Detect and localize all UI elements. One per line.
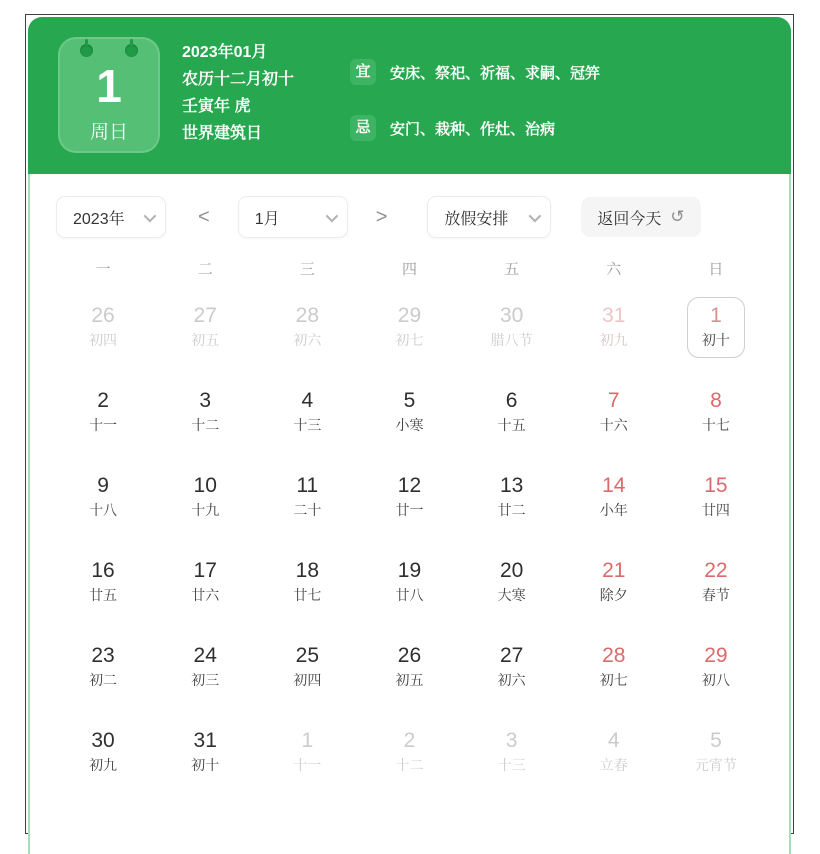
lunar-label: 初二 <box>89 672 118 688</box>
calendar-cell-box <box>74 382 132 443</box>
calendar-cell-box <box>483 382 541 443</box>
calendar-cell-box <box>687 552 745 613</box>
calendar-cell[interactable] <box>563 540 665 625</box>
day-number: 26 <box>91 304 115 327</box>
calendar-cell[interactable] <box>358 625 460 710</box>
day-number: 30 <box>91 729 115 752</box>
weekday-label: 日 <box>708 261 724 278</box>
lunar-label: 除夕 <box>599 587 628 603</box>
calendar-cell[interactable] <box>358 455 460 540</box>
next-month-button[interactable]: > <box>370 203 394 231</box>
lunar-label: 十三 <box>497 757 526 773</box>
day-number: 25 <box>295 644 320 667</box>
return-arrow-icon: ↺ <box>670 207 685 226</box>
calendar-cell-box <box>483 722 541 783</box>
day-number: 27 <box>193 304 217 327</box>
weekday-label: 一 <box>95 261 111 278</box>
lunar-label: 初三 <box>191 672 220 688</box>
day-number: 3 <box>505 729 518 752</box>
day-number: 1 <box>710 304 722 327</box>
day-number: 15 <box>704 474 728 497</box>
day-number: 4 <box>607 729 620 752</box>
lunar-label: 廿六 <box>191 587 220 603</box>
day-number: 4 <box>301 389 314 412</box>
calendar-cell[interactable] <box>563 370 665 455</box>
calendar-week-row <box>52 285 767 370</box>
calendar-cell-box <box>278 722 336 783</box>
calendar-cell[interactable] <box>154 455 256 540</box>
calendar-cell-selected[interactable] <box>665 285 767 370</box>
day-number: 9 <box>97 474 109 497</box>
day-number: 22 <box>704 559 728 582</box>
calendar-cell-box <box>380 382 438 443</box>
calendar-cell[interactable] <box>154 285 256 370</box>
calendar-cell[interactable] <box>461 625 563 710</box>
icon-day-number: 1 <box>96 60 122 112</box>
calendar-cell-box <box>483 552 541 613</box>
calendar-cell[interactable] <box>563 285 665 370</box>
suitable-items: 安床、祭祀、祈福、求嗣、冠笄 <box>390 64 601 82</box>
day-number: 5 <box>710 729 722 752</box>
calendar-cell-box <box>176 382 234 443</box>
calendar-cell[interactable] <box>665 625 767 710</box>
holiday-select-value: 放假安排 <box>444 210 509 228</box>
lunar-label: 十六 <box>599 417 628 433</box>
calendar-cell[interactable] <box>563 455 665 540</box>
calendar-cell[interactable] <box>461 455 563 540</box>
weekday-label: 四 <box>401 261 417 278</box>
lunar-label: 廿一 <box>395 502 424 518</box>
calendar-cell[interactable] <box>256 625 358 710</box>
calendar-cell-box <box>380 552 438 613</box>
year-select[interactable] <box>56 196 166 238</box>
avoid-items: 安门、栽种、作灶、治病 <box>390 120 556 138</box>
lunar-label: 廿五 <box>89 587 118 603</box>
day-number: 28 <box>602 644 626 667</box>
day-number: 2 <box>97 389 109 412</box>
weekday-label: 六 <box>606 261 622 278</box>
almanac-block <box>350 59 600 141</box>
ganzhi-zodiac-line: 壬寅年 虎 <box>182 98 251 115</box>
calendar-cell-box <box>380 467 438 528</box>
lunar-label: 十一 <box>293 757 322 773</box>
day-number: 24 <box>193 644 217 667</box>
day-number: 16 <box>91 559 115 582</box>
calendar-ring-icon <box>80 44 93 57</box>
lunar-label: 初十 <box>191 757 220 773</box>
lunar-label: 春节 <box>701 587 730 603</box>
calendar-cell-box <box>278 297 336 358</box>
weekday-label: 二 <box>197 261 213 278</box>
calendar-cell[interactable] <box>358 710 460 795</box>
calendar-cell-box <box>585 722 643 783</box>
lunar-label: 十九 <box>191 502 220 518</box>
calendar-cell[interactable] <box>461 540 563 625</box>
calendar-cell-box <box>687 382 745 443</box>
day-number: 6 <box>505 389 518 412</box>
calendar-cell[interactable] <box>563 710 665 795</box>
day-number: 19 <box>397 559 422 582</box>
suitable-badge: 宜 <box>350 59 376 85</box>
calendar-cell[interactable] <box>256 285 358 370</box>
lunar-label: 十八 <box>89 502 118 518</box>
lunar-label: 初五 <box>395 672 424 688</box>
lunar-label: 廿四 <box>701 502 730 518</box>
calendar-cell-box <box>176 637 234 698</box>
calendar-cell[interactable] <box>256 370 358 455</box>
calendar-cell[interactable] <box>358 540 460 625</box>
tear-off-calendar-icon <box>58 37 160 153</box>
calendar-cell[interactable] <box>358 285 460 370</box>
day-number: 20 <box>499 559 524 582</box>
day-number: 8 <box>710 389 722 412</box>
calendar-cell-box <box>176 297 234 358</box>
calendar-cell[interactable] <box>256 455 358 540</box>
calendar-cell-box <box>483 637 541 698</box>
calendar-cell-box <box>74 637 132 698</box>
day-number: 30 <box>499 304 524 327</box>
lunar-label: 初七 <box>599 672 628 688</box>
calendar-cell-box <box>278 382 336 443</box>
date-info-block <box>182 39 294 147</box>
weekday-label: 三 <box>299 261 315 278</box>
lunar-label: 初九 <box>89 757 118 773</box>
calendar-week-row <box>52 540 767 625</box>
calendar-week-row <box>52 710 767 795</box>
lunar-label: 十二 <box>395 757 424 773</box>
calendar-cell-box <box>176 552 234 613</box>
calendar-header <box>28 17 791 174</box>
calendar-cell-box <box>585 467 643 528</box>
chevron-down-icon <box>529 209 542 222</box>
day-number: 2 <box>403 729 416 752</box>
calendar-cell-box <box>380 297 438 358</box>
calendar-ring-icon <box>125 44 138 57</box>
calendar-body <box>28 174 791 854</box>
avoid-row <box>350 115 600 141</box>
calendar-cell[interactable] <box>665 455 767 540</box>
lunar-label: 立春 <box>599 757 628 773</box>
calendar-cell-box <box>74 297 132 358</box>
suitable-row <box>350 59 600 85</box>
back-to-today-button[interactable] <box>581 197 700 237</box>
calendar-cell[interactable] <box>665 540 767 625</box>
calendar-cell[interactable] <box>154 370 256 455</box>
day-number: 29 <box>397 304 422 327</box>
lunar-label: 小寒 <box>395 417 424 433</box>
calendar-card <box>28 17 791 833</box>
lunar-label: 初七 <box>395 332 424 348</box>
calendar-cell-box <box>380 637 438 698</box>
lunar-label: 初四 <box>293 672 322 688</box>
calendar-grid <box>30 285 789 795</box>
calendar-cell[interactable] <box>154 540 256 625</box>
back-to-today-label: 返回今天 <box>597 210 662 228</box>
calendar-cell[interactable] <box>52 285 154 370</box>
calendar-week-row <box>52 370 767 455</box>
icon-weekday-label: 周日 <box>89 122 128 143</box>
day-number: 31 <box>193 729 217 752</box>
day-number: 5 <box>403 389 416 412</box>
day-number: 3 <box>199 389 212 412</box>
lunar-label: 腊八节 <box>490 332 533 348</box>
lunar-label: 初六 <box>497 672 526 688</box>
weekday-label: 五 <box>504 261 520 278</box>
calendar-cell[interactable] <box>52 540 154 625</box>
day-number: 18 <box>295 559 320 582</box>
calendar-cell[interactable] <box>665 370 767 455</box>
toolbar <box>30 174 789 238</box>
festival-line: 世界建筑日 <box>182 125 263 142</box>
calendar-cell[interactable] <box>461 285 563 370</box>
calendar-cell[interactable] <box>52 625 154 710</box>
chevron-down-icon <box>144 209 157 222</box>
day-number: 23 <box>91 644 115 667</box>
calendar-cell[interactable] <box>461 710 563 795</box>
day-number: 7 <box>607 389 620 412</box>
weekday-header-row <box>30 252 789 285</box>
calendar-cell-box <box>585 297 643 358</box>
calendar-cell-box <box>585 637 643 698</box>
lunar-date-line: 农历十二月初十 <box>182 71 295 88</box>
month-select[interactable] <box>238 196 348 238</box>
year-select-value: 2023年 <box>73 210 125 228</box>
calendar-cell-box <box>687 637 745 698</box>
calendar-cell-box <box>176 722 234 783</box>
calendar-cell-box <box>585 552 643 613</box>
day-number: 29 <box>704 644 728 667</box>
calendar-cell-box <box>74 722 132 783</box>
calendar-cell[interactable] <box>154 710 256 795</box>
calendar-cell[interactable] <box>563 625 665 710</box>
calendar-cell-box <box>687 467 745 528</box>
chevron-down-icon <box>325 209 338 222</box>
calendar-cell-box <box>483 467 541 528</box>
day-number: 1 <box>301 729 314 752</box>
lunar-label: 廿七 <box>293 587 322 603</box>
lunar-label: 初四 <box>89 332 118 348</box>
calendar-cell[interactable] <box>154 625 256 710</box>
prev-month-button[interactable]: < <box>192 203 216 231</box>
lunar-label: 初五 <box>191 332 220 348</box>
lunar-label: 十五 <box>497 417 526 433</box>
calendar-cell-box <box>278 552 336 613</box>
avoid-badge: 忌 <box>350 115 376 141</box>
calendar-cell[interactable] <box>256 710 358 795</box>
day-number: 10 <box>193 474 217 497</box>
calendar-cell[interactable] <box>52 370 154 455</box>
lunar-label: 十一 <box>89 417 118 433</box>
calendar-week-row <box>52 455 767 540</box>
day-number: 11 <box>296 474 319 497</box>
calendar-cell[interactable] <box>358 370 460 455</box>
lunar-label: 初十 <box>701 332 730 348</box>
calendar-cell-box <box>687 297 745 358</box>
gregorian-date-line: 2023年01月 <box>182 44 268 61</box>
lunar-label: 初六 <box>293 332 322 348</box>
calendar-cell-box <box>585 382 643 443</box>
calendar-cell-box <box>278 467 336 528</box>
lunar-label: 初八 <box>701 672 730 688</box>
holiday-schedule-select[interactable] <box>427 196 551 238</box>
calendar-cell[interactable] <box>52 710 154 795</box>
day-number: 28 <box>295 304 320 327</box>
day-number: 21 <box>602 559 626 582</box>
lunar-label: 小年 <box>599 502 628 518</box>
calendar-cell-box <box>176 467 234 528</box>
lunar-label: 元宵节 <box>694 757 737 773</box>
day-number: 14 <box>602 474 626 497</box>
calendar-cell-box <box>74 552 132 613</box>
calendar-cell-box <box>278 637 336 698</box>
day-number: 17 <box>193 559 217 582</box>
calendar-cell-box <box>480 297 544 358</box>
lunar-label: 大寒 <box>497 587 526 603</box>
screenshot-frame <box>25 14 794 834</box>
calendar-cell-box <box>684 722 748 783</box>
lunar-label: 初九 <box>599 332 628 348</box>
day-number: 13 <box>499 474 524 497</box>
day-number: 26 <box>397 644 422 667</box>
day-number: 31 <box>602 304 626 327</box>
lunar-label: 十三 <box>293 417 322 433</box>
calendar-cell[interactable] <box>256 540 358 625</box>
lunar-label: 廿八 <box>395 587 424 603</box>
calendar-cell[interactable] <box>52 455 154 540</box>
calendar-week-row <box>52 625 767 710</box>
calendar-cell-box <box>380 722 438 783</box>
calendar-cell[interactable] <box>665 710 767 795</box>
calendar-cell-box <box>74 467 132 528</box>
lunar-label: 二十 <box>293 502 322 518</box>
day-number: 12 <box>397 474 422 497</box>
lunar-label: 廿二 <box>497 502 526 518</box>
calendar-cell[interactable] <box>461 370 563 455</box>
lunar-label: 十二 <box>191 417 220 433</box>
month-select-value: 1月 <box>254 210 280 228</box>
day-number: 27 <box>499 644 524 667</box>
lunar-label: 十七 <box>701 417 730 433</box>
